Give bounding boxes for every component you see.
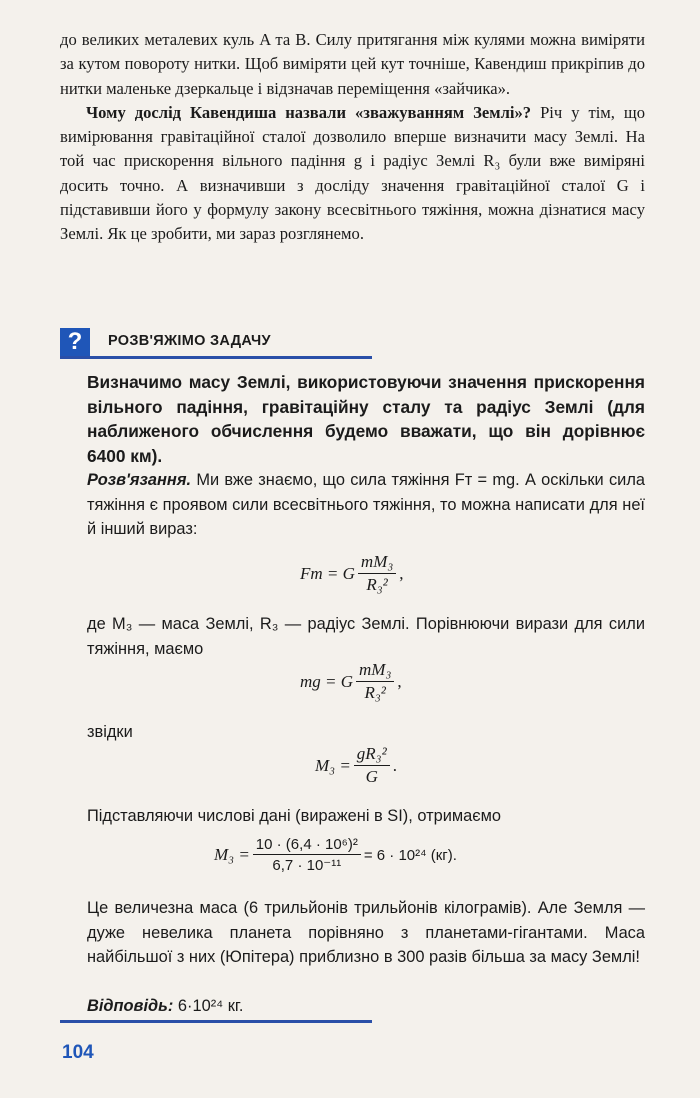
after-formula-1: де M₃ — маса Землі, R₃ — радіус Землі. Порівнюючи вирази для сили тяжіння, маємо <box>87 615 645 658</box>
task-header <box>60 328 372 359</box>
intro-paragraph-2 <box>60 101 645 247</box>
task-title: РОЗВ'ЯЖІМО ЗАДАЧУ <box>108 333 271 349</box>
answer-value: 6·10²⁴ кг. <box>177 997 244 1015</box>
formula-3-denominator: G <box>365 767 378 786</box>
answer-divider <box>60 1020 372 1023</box>
answer-line <box>87 994 645 1019</box>
formula-earth-mass: M₃ = $\frac{\text{gR₃²}}{G}$ . <box>315 744 397 786</box>
answer-label: Відповідь: <box>87 997 174 1015</box>
formula-2-lhs: mg = G <box>300 671 354 691</box>
formula-1-numerator: mM₃ <box>358 552 396 574</box>
intro-paragraph-1: до великих металевих куль A та B. Силу притягання між кулями можна виміряти за кутом повороту нитки. Щоб виміряти цей кут точніше, Кавендиш прикріпив до нитки маленьке дзеркальце і відзначав переміщення «зайчика». <box>60 30 645 98</box>
formula-4-result: = 6 · 10²⁴ (кг). <box>363 846 457 864</box>
solution-label: Розв'язання. <box>87 471 192 489</box>
formula-equate: mg = G $\frac{\text{mM₃}}{\text{R₃²}}$ , <box>300 660 402 702</box>
substituting-text: Підставляючи числові дані (виражені в SI), отримаємо <box>87 807 502 825</box>
formula-4-denominator: 6,7 · 10⁻¹¹ <box>272 857 342 874</box>
formula-1-denominator: R₃² <box>366 575 388 594</box>
formula-3-numerator: gR₃² <box>354 744 390 766</box>
task-statement: Визначимо масу Землі, використовуючи значення прискорення вільного падіння, гравітаційну сталу та радіус Землі (для наближеного обчислення будемо вважати, що він дорівнює 6400 км). <box>87 372 645 467</box>
formula-2-numerator: mM₃ <box>356 660 394 682</box>
formula-gravity-force: Fт = G $\frac{\text{mM₃}}{\text{R₃²}}$ , <box>300 552 404 594</box>
cavendish-answer: Річ у тім, що вимірювання гравітаційної сталої дозволило вперше визначити масу Землі. На той час прискорення вільного падіння g і радіус Землі R₃ були вже виміряні досить точно. А визначивши з досліду значення гравітаційної сталої G і підставивши його у формулу закону всесвітнього тяжіння, можна дізнатися масу Землі. Як це зробити, ми зараз розглянемо. <box>60 102 645 244</box>
cavendish-question: Чому дослід Кавендиша назвали «зважуванням Землі»? <box>86 102 532 122</box>
question-icon: ? <box>60 328 90 356</box>
formula-4-lhs: M₃ = <box>214 845 250 864</box>
formula-3-lhs: M₃ = <box>315 755 351 775</box>
whence-text: звідки <box>87 723 133 741</box>
solution-text: Ми вже знаємо, що сила тяжіння Fт = mg. А оскільки сила тяжіння є проявом сили всесвітнього тяжіння, то можна написати для неї й інший вираз: <box>87 471 645 538</box>
formula-numeric <box>214 836 457 874</box>
conclusion-text: Це величезна маса (6 трильйонів трильйонів кілограмів). Але Земля — дуже невелика планета порівняно з планетами-гігантами. Маса найбільшої з них (Юпітера) приблизно в 300 разів більша за масу Землі! <box>87 899 645 966</box>
intro-text <box>60 28 645 247</box>
formula-1-lhs: Fт = G <box>300 563 355 583</box>
formula-4-numerator: 10 · (6,4 · 10⁶)² <box>253 836 361 855</box>
page-number: 104 <box>62 1042 94 1063</box>
solution-intro <box>87 468 645 542</box>
formula-2-denominator: R₃² <box>364 683 386 702</box>
